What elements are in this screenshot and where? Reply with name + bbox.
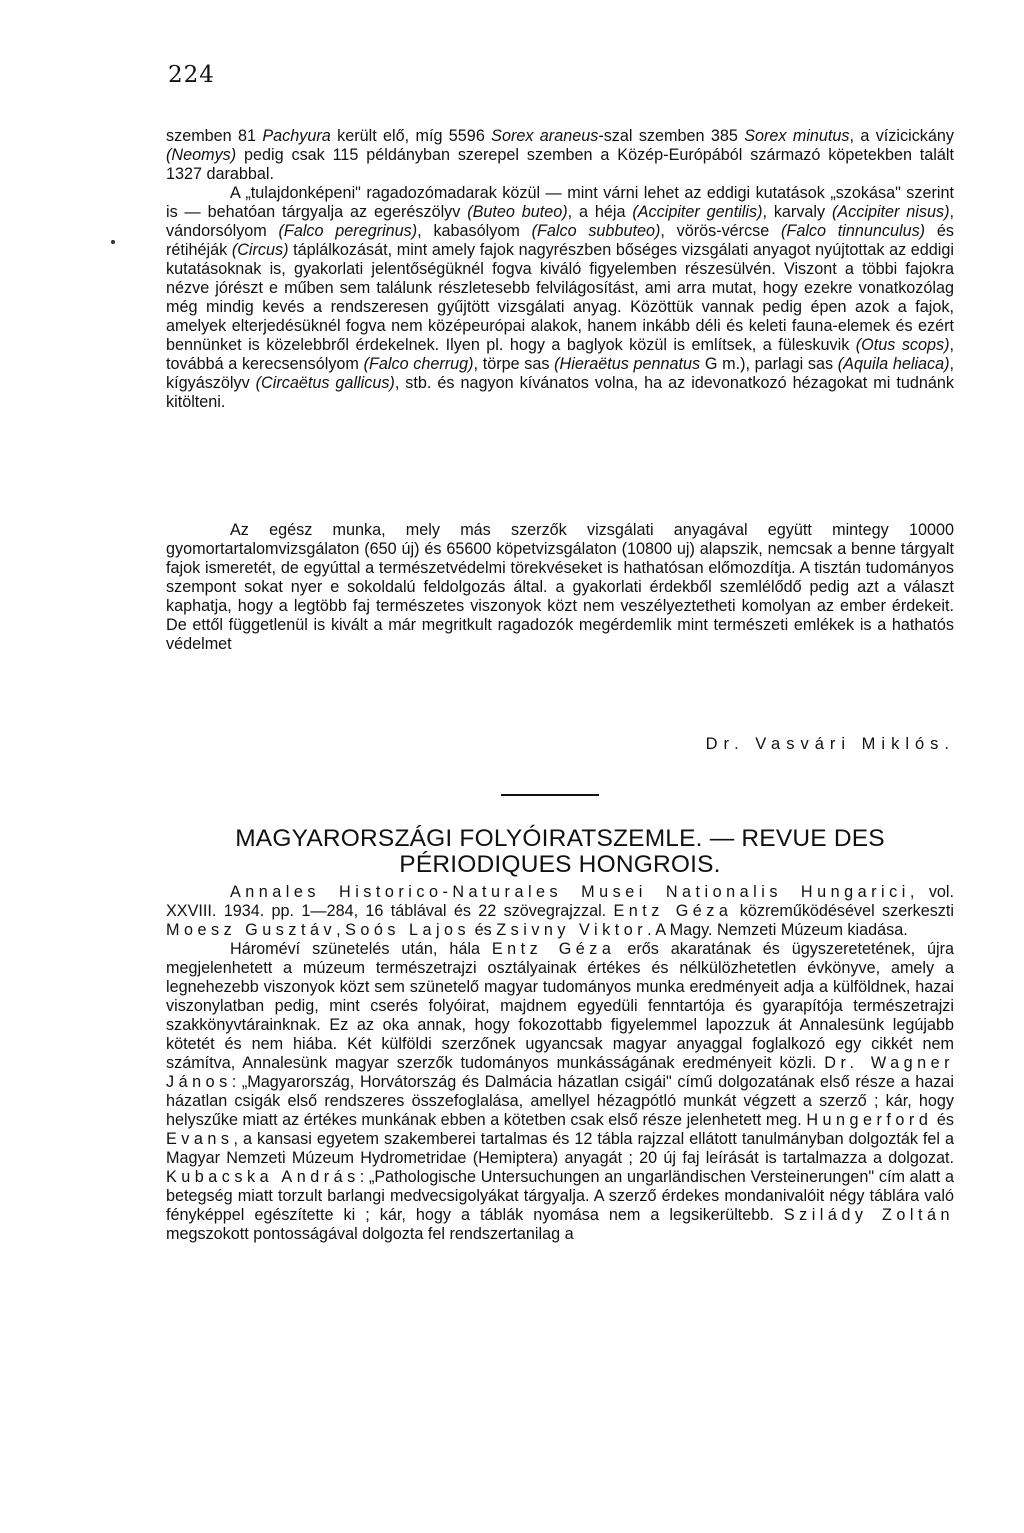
spaced-name: Annales Historico-Naturales Musei Nationalis Hungarici bbox=[230, 883, 910, 901]
italic-term: Sorex araneus bbox=[491, 127, 599, 145]
spaced-name: Hungerford bbox=[806, 1111, 933, 1129]
italic-term: (Falco tinnunculus) bbox=[781, 222, 926, 240]
paragraph: Hároméví szünetelés után, hála Entz Géza erős akaratának és ügyszeretetének, újra megjelenhetett a múzeum természetrajzi osztályainak értékes és nélkülözhetetlen évkönyve, amely a legnehezebb viszonyok közt sem szünetelő magyar tudományos munka eredményeit adja a külföldnek, hazai viszonylatban pedig, mint cserés folyóirat, majdnem egyedüli fenntartója és gyarapítója természetrajzi szakkönyvtárainknak. Ez az oka annak, hogy fokozottabb figyelemmel lapozzuk át Annalesünk legújabb kötetét és nem hiába. Két külföldi szerzőnek ugyancsak magyar anyaggal foglalkozó egy cikkét nem számítva, Annalesünk magyar szerzők tudományos munkásságának eredményeit közli. Dr. Wagner János: „Magyarország, Horvátország és Dalmácia házatlan csigái" című dolgozatának első része a hazai házatlan csigák első rendszeres összefoglalása, amellyel hézagpótló munkát végzett a szerző ; kár, hogy helyszűke miatt az értékes munkának ebben a kötetben csak első része jelenhetett meg. Hungerford és Evans, a kansasi egyetem szakemberei tartalmas és 12 tábla rajzzal ellátott tanulmányban dolgozták fel a Magyar Nemzeti Múzeum Hydrometridae (Hemiptera) anyagát ; 20 új faj leírását is tartalmazza a dolgozat. Kubacska András: „Pathologische Untersuchungen an ungarländischen Versteinerungen" cím alatt a betegség miatt torzult barlangi medvecsigolyákat tárgyalja. A szerző érdekes mondanivalóit négy táblára való fényképpel egészítette ki ; kár, hogy a táblák nyomása nem a legsikerültebb. Szilády Zoltán megszokott pontosságával dolgozta fel rendszertanilag a bbox=[166, 940, 955, 1243]
page-number: 224 bbox=[168, 62, 215, 88]
spaced-name: Entz Géza bbox=[491, 940, 616, 958]
spaced-name: Evans bbox=[166, 1130, 234, 1148]
italic-term: (Aquila heliaca) bbox=[837, 355, 950, 373]
review-conclusion bbox=[166, 521, 954, 654]
italic-term: (Falco subbuteo) bbox=[531, 222, 661, 240]
italic-term: (Falco cherrug) bbox=[363, 355, 474, 373]
paragraph: szemben 81 Pachyura került elő, míg 5596 Sorex araneus-szal szemben 385 Sorex minutus, a vízicickány (Neomys) pedig csak 115 példányban szerepel szemben a Közép-Európából származó köpetekben talált 1327 darabbal. bbox=[166, 127, 954, 183]
section-divider bbox=[501, 794, 599, 796]
italic-term: (Falco peregrinus) bbox=[278, 222, 418, 240]
section-heading: MAGYARORSZÁGI FOLYÓIRATSZEMLE. — REVUE DES PÉRIODIQUES HONGROIS. bbox=[235, 825, 885, 878]
paragraph: Az egész munka, mely más szerzők vizsgálati anyagával együtt mintegy 10000 gyomortartalomvizsgálaton (650 új) és 65600 köpetvizsgálaton (10800 uj) alapszik, nemcsak a benne tárgyalt fajok ismeretét, de egyúttal a természetvédelmi törekvéseket is hathatósan előmozdítja. A tisztán tudományos szempont sokat nyer e sokoldalú feldolgozás által. a gyakorlati érdekből szemlélődő pedig azt a választ kaphatja, hogy a legtöbb faj természetes viszonyok közt nem veszélyeztetheti komolyan az ember érdekeit. De ettől függetlenül is kivált a már megritkult ragadozók megérdemlik mint természeti emlékek is a hathatós védelmet bbox=[166, 521, 954, 653]
italic-term: (Neomys) bbox=[166, 146, 237, 164]
journal-review bbox=[166, 883, 954, 1244]
italic-term: (Accipiter gentilis) bbox=[632, 203, 763, 221]
author-signature: Dr. Vasvári Miklós. bbox=[705, 735, 955, 753]
italic-term: (Circus) bbox=[231, 241, 289, 259]
spaced-name: Moesz Gusztáv bbox=[166, 921, 337, 939]
italic-term: (Hieraëtus pennatus bbox=[554, 355, 701, 373]
spaced-name: Szilády Zoltán bbox=[783, 1206, 955, 1224]
bibliographic-entry: Annales Historico-Naturales Musei Nationalis Hungarici, vol. XXVIII. 1934. pp. 1—284, 16 táblával és 22 szövegrajzzal. Entz Géza közreműködésével szerkeszti Moesz Gusztáv, Soós Lajos és Zsivny Viktor. A Magy. Nemzeti Múzeum kiadása. bbox=[166, 883, 955, 939]
margin-mark bbox=[111, 240, 115, 244]
italic-term: (Circaëtus gallicus) bbox=[255, 374, 395, 392]
italic-term: (Otus scops) bbox=[855, 336, 950, 354]
italic-term: (Buteo buteo) bbox=[467, 203, 568, 221]
spaced-name: Soós Lajos bbox=[345, 921, 471, 939]
review-continuation bbox=[166, 127, 954, 412]
italic-term: (Accipiter nisus) bbox=[831, 203, 950, 221]
spaced-name: Entz Géza bbox=[613, 902, 733, 920]
paragraph: A „tulajdonképeni" ragadozómadarak közül — mint várni lehet az eddigi kutatások „szokása" szerint is — behatóan tárgyalja az egerészölyv (Buteo buteo), a héja (Accipiter gentilis), karvaly (Accipiter nisus), vándorsólyom (Falco peregrinus), kabasólyom (Falco subbuteo), vörös-vércse (Falco tinnunculus) és rétihéják (Circus) táplálkozását, mint amely fajok nagyrészben bőséges vizsgálati anyagot nyújtottak az eddigi kutatásoknak is, gyakorlati jelentőségüknél fogva kiváló figyelemben részesülvén. Viszont a többi fajokra nézve jórészt e műben sem találunk részletesebb felvilágosítást, ami arra mutat, hogy ezekre vonatkozólag még mindig kevés a rendszeresen gyűjtött vizsgálati anyag. Közöttük vannak pedig épen azok a fajok, amelyek elterjedésüknél fogva nem középeurópai alakok, hanem inkább déli és keleti fauna-elemek és ezért bennünket is közelebbről érdekelnek. Ilyen pl. hogy a baglyok közül is említsek, a füleskuvik (Otus scops), továbbá a kerecsensólyom (Falco cherrug), törpe sas (Hieraëtus pennatus G m.), parlagi sas (Aquila heliaca), kígyászölyv (Circaëtus gallicus), stb. és nagyon kívánatos volna, ha az idevonatkozó hézagokat mi tudnánk kitölteni. bbox=[166, 184, 955, 411]
spaced-name: Zsivny Viktor bbox=[496, 921, 648, 939]
spaced-name: Kubacska András bbox=[166, 1168, 360, 1186]
spaced-name: Dr. Wagner János bbox=[166, 1054, 954, 1091]
italic-term: Pachyura bbox=[262, 127, 331, 145]
italic-term: Sorex minutus bbox=[744, 127, 850, 145]
